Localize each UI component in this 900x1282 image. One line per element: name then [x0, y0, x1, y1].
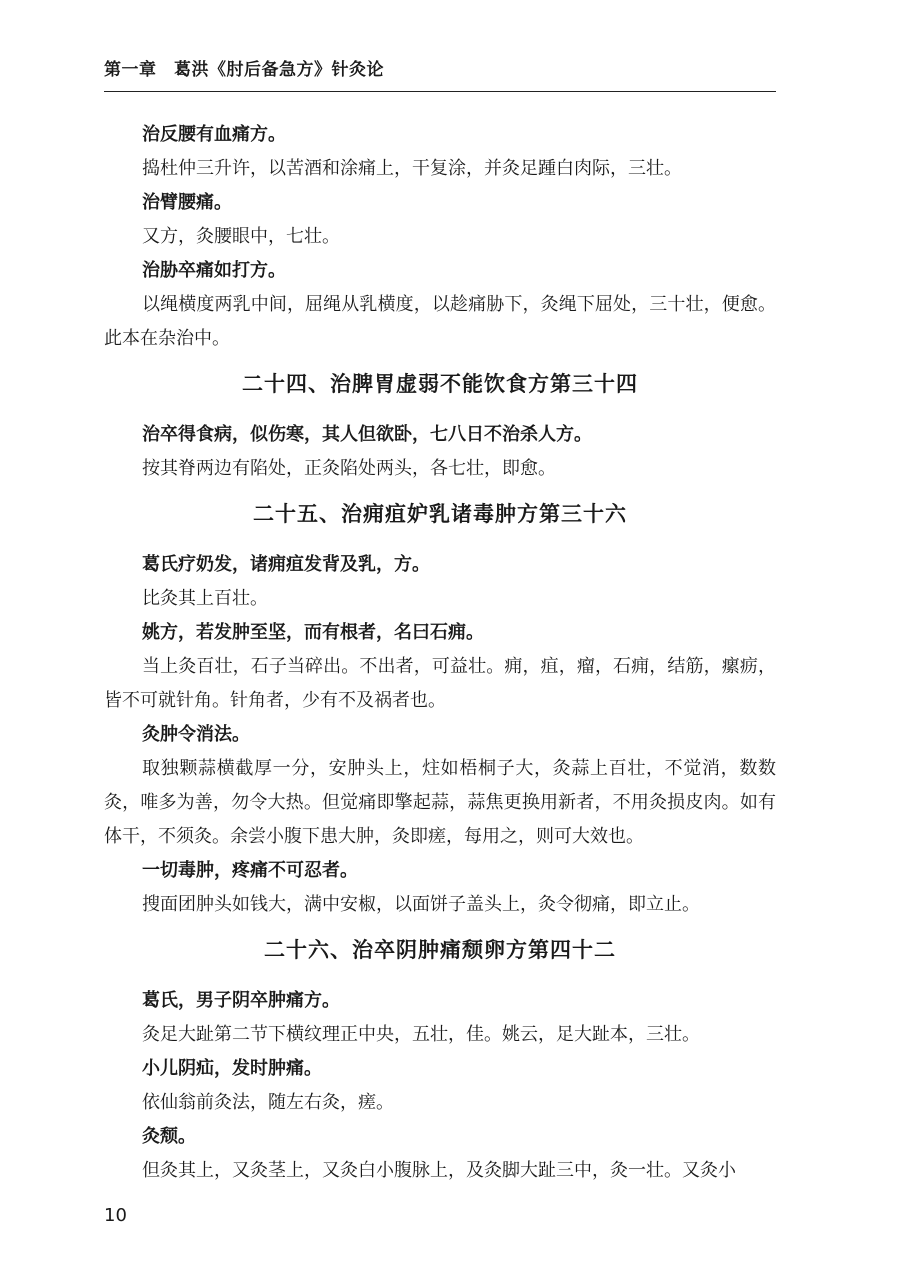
header-rule: [104, 91, 776, 92]
paragraph: 比灸其上百壮。: [142, 588, 268, 609]
paragraph: 依仙翁前灸法，随左右灸，瘥。: [142, 1092, 394, 1113]
subheading: 小儿阴疝，发时肿痛。: [142, 1058, 322, 1079]
paragraph: 搜面团肿头如钱大，满中安椒，以面饼子盖头上，灸令彻痛，即立止。: [142, 894, 700, 915]
subheading: 一切毒肿，疼痛不可忍者。: [142, 860, 358, 881]
section-title: 二十四、治脾胃虚弱不能饮食方第三十四: [242, 371, 638, 396]
paragraph: 捣杜仲三升许，以苦酒和涂痛上，干复涂，并灸足踵白肉际，三壮。: [142, 158, 682, 179]
subheading: 治反腰有血痛方。: [142, 124, 286, 145]
section-title: 二十六、治卒阴肿痛颓卵方第四十二: [264, 937, 616, 962]
running-header: 第一章 葛洪《肘后备急方》针灸论: [104, 60, 384, 80]
paragraph: 按其脊两边有陷处，正灸陷处两头，各七壮，即愈。: [142, 458, 556, 479]
page-number: 10: [104, 1205, 127, 1226]
paragraph: 灸足大趾第二节下横纹理正中央，五壮，佳。姚云，足大趾本，三壮。: [142, 1024, 700, 1045]
paragraph: 当上灸百壮，石子当碎出。不出者，可益壮。痈，疽，瘤，石痈，结筋，瘰疬，皆不可就针角。针角者，少有不及祸者也。: [104, 656, 776, 711]
paragraph: 又方，灸腰眼中，七壮。: [142, 226, 340, 247]
subheading: 灸肿令消法。: [142, 724, 250, 745]
subheading: 治臂腰痛。: [142, 192, 232, 213]
subheading: 治胁卒痛如打方。: [142, 260, 286, 281]
page-body: [104, 118, 776, 1188]
paragraph: 以绳横度两乳中间，屈绳从乳横度，以趁痛胁下，灸绳下屈处，三十壮，便愈。此本在杂治中。: [104, 294, 776, 349]
subheading: 葛氏，男子阴卒肿痛方。: [142, 990, 340, 1011]
paragraph: 取独颗蒜横截厚一分，安肿头上，炷如梧桐子大，灸蒜上百壮，不觉消，数数灸，唯多为善，勿令大热。但觉痛即擎起蒜，蒜焦更换用新者，不用灸损皮肉。如有体干，不须灸。余尝小腹下患大肿，灸即瘥，每用之，则可大效也。: [104, 758, 776, 847]
section-title: 二十五、治痈疽妒乳诸毒肿方第三十六: [253, 501, 627, 526]
subheading: 姚方，若发肿至坚，而有根者，名曰石痈。: [142, 622, 484, 643]
subheading: 灸颓。: [142, 1126, 196, 1147]
subheading: 治卒得食病，似伤寒，其人但欲卧，七八日不治杀人方。: [142, 424, 592, 445]
subheading: 葛氏疗奶发，诸痈疽发背及乳，方。: [142, 554, 430, 575]
paragraph: 但灸其上，又灸茎上，又灸白小腹脉上，及灸脚大趾三中，灸一壮。又灸小: [142, 1160, 736, 1181]
